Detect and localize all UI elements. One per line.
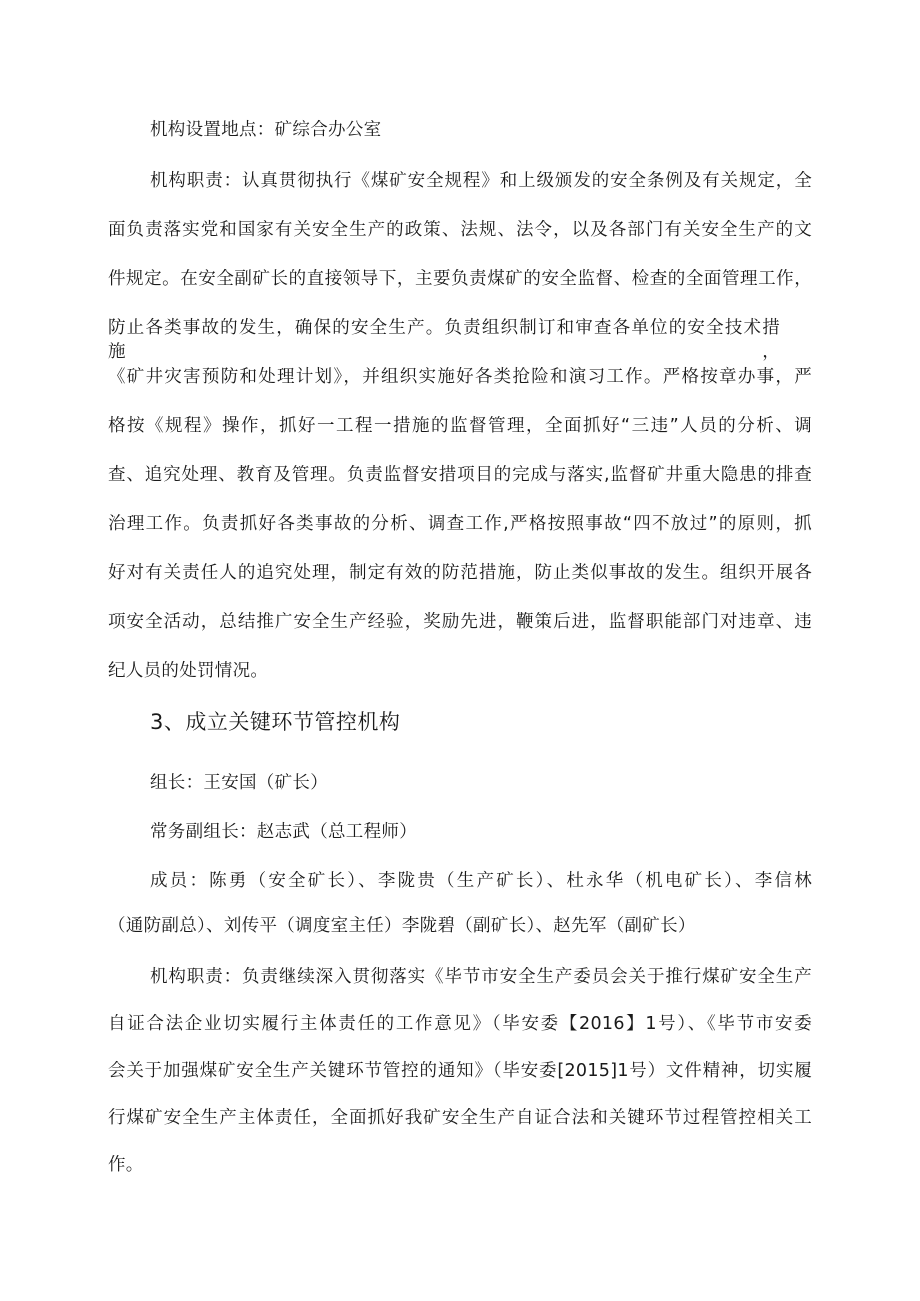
section-heading: 3、成立关键环节管控机构 [150,710,401,734]
deputy-leader-line: 常务副组长：赵志武（总工程师） [150,822,417,842]
duties2-line: 行煤矿安全生产主体责任，全面抓好我矿安全生产自证合法和关键环节过程管控相关工 [108,1108,812,1128]
duties1-line: 格按《规程》操作，抓好一工程一措施的监督管理，全面抓好“三违”人员的分析、调 [108,416,812,436]
duties1-line: 防止各类事故的发生，确保的安全生产。负责组织制订和审查各单位的安全技术措施， [108,318,780,362]
duties2-line: 会关于加强煤矿安全生产关键环节管控的通知》（毕安委[2015]1号）文件精神，切实履 [108,1061,812,1081]
duties1-line: 查、追究处理、教育及管理。负责监督安措项目的完成与落实,监督矿井重大隐患的排查 [108,465,812,485]
duties1-line: 好对有关责任人的追究处理，制定有效的防范措施，防止类似事故的发生。组织开展各 [108,563,812,583]
duties1-line: 面负责落实党和国家有关安全生产的政策、法规、法令，以及各部门有关安全生产的文 [108,220,812,240]
duties2-line: 作。 [108,1155,144,1175]
members-line: 成员：陈勇（安全矿长）、李陇贵（生产矿长）、杜永华（机电矿长）、李信林 [150,871,812,891]
location-line: 机构设置地点：矿综合办公室 [150,120,382,140]
members-line: （通防副总）、刘传平（调度室主任）李陇碧（副矿长）、赵先军（副矿长） [108,916,696,936]
duties1-line: 治理工作。负责抓好各类事故的分析、调查工作,严格按照事故“四不放过”的原则，抓 [108,514,812,534]
duties1-line: 机构职责：认真贯彻执行《煤矿安全规程》和上级颁发的安全条例及有关规定，全 [150,171,812,191]
duties2-line: 自证合法企业切实履行主体责任的工作意见》（毕安委【2016】1号）、《毕节市安委 [108,1014,812,1034]
duties2-line: 机构职责：负责继续深入贯彻落实《毕节市安全生产委员会关于推行煤矿安全生产 [150,967,812,987]
duties1-line: 纪人员的处罚情况。 [108,661,269,681]
duties1-line: 件规定。在安全副矿长的直接领导下，主要负责煤矿的安全监督、检查的全面管理工作， [108,269,812,289]
duties1-line: 项安全活动，总结推广安全生产经验，奖励先进，鞭策后进，监督职能部门对违章、违 [108,612,812,632]
leader-line: 组长：王安国（矿长） [150,773,328,793]
duties1-line: 《矿井灾害预防和处理计划》，并组织实施好各类抢险和演习工作。严格按章办事，严 [108,367,812,387]
